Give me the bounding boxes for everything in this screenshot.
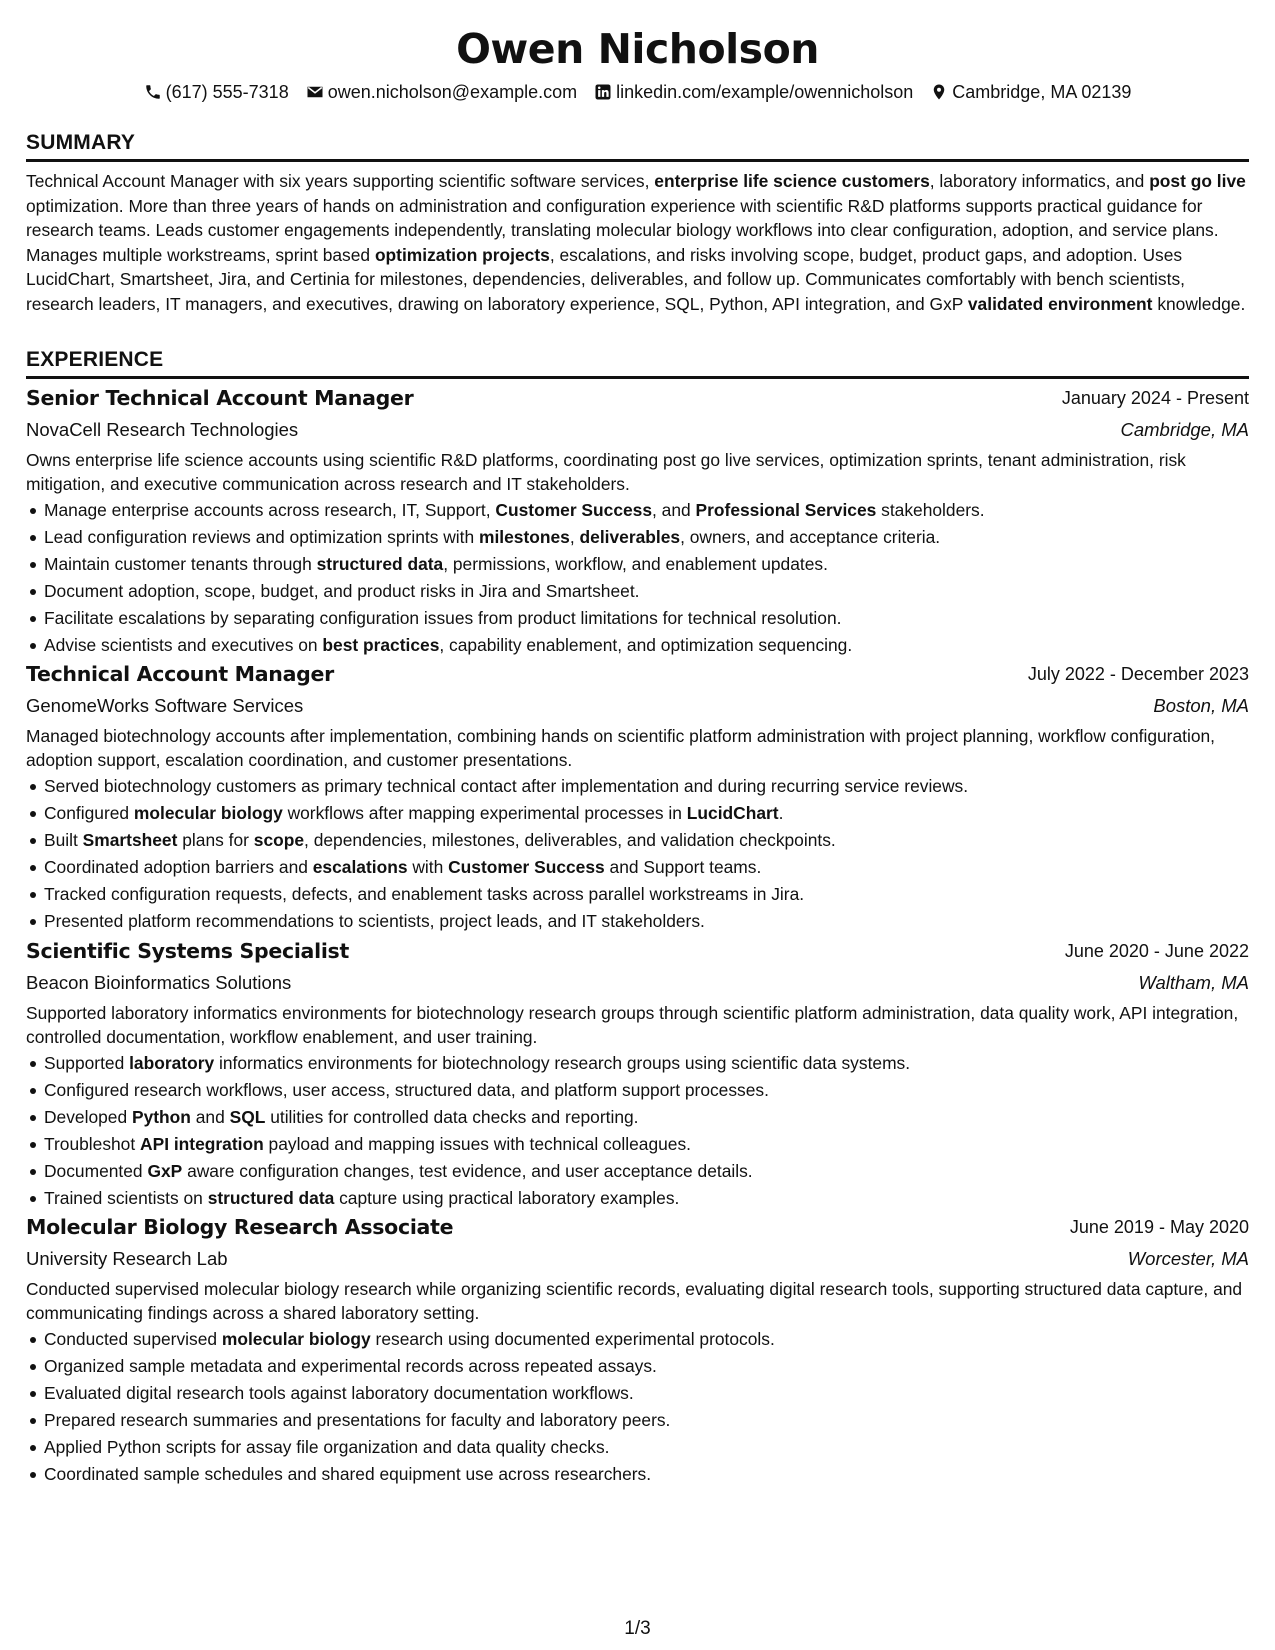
summary-heading: SUMMARY <box>26 130 1249 162</box>
text-run: with <box>407 857 449 877</box>
bullet-item <box>26 1185 1249 1212</box>
text-run: Applied Python scripts for assay file organization and data quality checks. <box>44 1437 610 1457</box>
job-entry <box>26 659 1249 935</box>
text-run: Configured <box>44 803 134 823</box>
text-run: Coordinated adoption barriers and <box>44 857 313 877</box>
bold-keyword: Professional Services <box>695 500 877 520</box>
job-bullets <box>26 773 1249 935</box>
bullet-item <box>26 578 1249 605</box>
text-run: Built <box>44 830 83 850</box>
bold-keyword: post go live <box>1149 171 1246 191</box>
bullet-item <box>26 881 1249 908</box>
bullet-item <box>26 551 1249 578</box>
bullet-item <box>26 908 1249 935</box>
text-run: Advise scientists and executives on <box>44 635 323 655</box>
text-run: optimization. More than three years of hands on administration and configuration experience with scientific R&D platforms supports practical guidance for research teams. Leads customer engagements independently, translating molecular biology workflows into clear configuration, adoption, and service plans. Manages multiple workstreams, sprint based <box>26 195 1219 265</box>
bullet-item <box>26 1353 1249 1380</box>
text-run: Document adoption, scope, budget, and product risks in Jira and Smartsheet. <box>44 581 640 601</box>
summary-text <box>26 169 1249 317</box>
bullet-item <box>26 1407 1249 1434</box>
text-run: Tracked configuration requests, defects, and enablement tasks across parallel workstreams in Jira. <box>44 884 805 904</box>
bullet-item <box>26 1158 1249 1185</box>
bullet-item <box>26 773 1249 800</box>
text-run: Developed <box>44 1107 132 1127</box>
job-description: Owns enterprise life science accounts using scientific R&D platforms, coordinating post go live services, optimization sprints, tenant administration, risk mitigation, and executive communication across research and IT stakeholders. <box>26 450 1186 494</box>
linkedin-text[interactable]: linkedin.com/example/owennicholson <box>616 81 914 102</box>
job-description: Managed biotechnology accounts after implementation, combining hands on scientific platform administration with project planning, workflow configuration, adoption support, escalation coordination, and customer presentations. <box>26 726 1216 770</box>
bullet-item <box>26 1326 1249 1353</box>
job-entry <box>26 936 1249 1212</box>
bullet-item <box>26 827 1249 854</box>
text-run: Served biotechnology customers as primary technical contact after implementation and during recurring service reviews. <box>44 776 969 796</box>
job-dates: January 2024 - Present <box>1061 388 1249 408</box>
text-run: , escalations, and risks involving scope, budget, product gaps, and adoption. Uses LucidChart, Smartsheet, Jira, and Certinia for milestones, dependencies, deliverables, and follow up. Communicates comfortably with bench scientists, research leaders, IT managers, and executives, drawing on laboratory experience, SQL, Python, API integration, and GxP <box>26 244 1185 314</box>
bold-keyword: Customer Success <box>495 500 653 520</box>
bullet-item <box>26 524 1249 551</box>
text-run: Maintain customer tenants through <box>44 554 317 574</box>
location-text: Cambridge, MA 02139 <box>952 81 1132 102</box>
job-dates: June 2019 - May 2020 <box>1069 1217 1249 1237</box>
job-title: Senior Technical Account Manager <box>26 386 414 410</box>
text-run: Conducted supervised <box>44 1329 222 1349</box>
text-run: . <box>778 803 784 823</box>
bullet-item <box>26 1131 1249 1158</box>
text-run: , laboratory informatics, and <box>929 171 1150 191</box>
bold-keyword: milestones <box>479 527 570 547</box>
text-run: Evaluated digital research tools against laboratory documentation workflows. <box>44 1383 634 1403</box>
bullet-item <box>26 1050 1249 1077</box>
candidate-name: Owen Nicholson <box>456 25 819 73</box>
text-run: and <box>190 1107 230 1127</box>
text-run: and Support teams. <box>604 857 762 877</box>
bullet-item <box>26 1104 1249 1131</box>
bullet-item <box>26 1434 1249 1461</box>
bold-keyword: LucidChart <box>686 803 779 823</box>
job-bullets <box>26 497 1249 659</box>
text-run: , dependencies, milestones, deliverables, and validation checkpoints. <box>304 830 836 850</box>
bold-keyword: Smartsheet <box>82 830 178 850</box>
bold-keyword: validated environment <box>967 293 1153 314</box>
job-location: Cambridge, MA <box>1120 419 1249 440</box>
job-title: Technical Account Manager <box>26 662 334 686</box>
job-company: University Research Lab <box>26 1248 228 1269</box>
bold-keyword: scope <box>253 830 305 850</box>
text-run: Prepared research summaries and presentations for faculty and laboratory peers. <box>44 1410 671 1430</box>
bold-keyword: molecular biology <box>133 803 283 823</box>
experience-section <box>26 347 1249 379</box>
map-pin-icon <box>930 83 948 101</box>
bold-keyword: laboratory <box>129 1053 215 1073</box>
text-run: Documented <box>44 1161 148 1181</box>
bold-keyword: GxP <box>147 1161 183 1181</box>
phone-text: (617) 555-7318 <box>165 81 289 102</box>
text-run: aware configuration changes, test evidence, and user acceptance details. <box>182 1161 753 1181</box>
bold-keyword: molecular biology <box>221 1329 371 1349</box>
bold-keyword: structured data <box>207 1188 335 1208</box>
text-run: , owners, and acceptance criteria. <box>680 527 941 547</box>
text-run: Manage enterprise accounts across research, IT, Support, <box>44 500 496 520</box>
text-run: Facilitate escalations by separating configuration issues from product limitations for technical resolution. <box>44 608 842 628</box>
text-run: knowledge. <box>1152 293 1246 314</box>
text-run: Lead configuration reviews and optimization sprints with <box>44 527 479 547</box>
bullet-item <box>26 1077 1249 1104</box>
bullet-item <box>26 632 1249 659</box>
text-run: utilities for controlled data checks and reporting. <box>265 1107 639 1127</box>
bullet-item <box>26 854 1249 881</box>
text-run: Configured research workflows, user access, structured data, and platform support processes. <box>44 1080 769 1100</box>
bold-keyword: escalations <box>312 857 408 877</box>
bold-keyword: Python <box>131 1107 191 1127</box>
text-run: informatics environments for biotechnology research groups using scientific data systems. <box>214 1053 911 1073</box>
phone-icon <box>144 83 162 101</box>
job-location: Boston, MA <box>1153 695 1249 716</box>
job-dates: June 2020 - June 2022 <box>1064 941 1249 961</box>
text-run: stakeholders. <box>876 500 985 520</box>
experience-heading: EXPERIENCE <box>26 347 1249 379</box>
text-run: , <box>569 527 580 547</box>
contact-bar <box>26 78 1249 106</box>
summary-section <box>26 130 1249 317</box>
bullet-item <box>26 1380 1249 1407</box>
text-run: capture using practical laboratory examples. <box>334 1188 680 1208</box>
bold-keyword: API integration <box>140 1134 264 1154</box>
linkedin-icon <box>594 83 612 101</box>
job-company: Beacon Bioinformatics Solutions <box>26 972 292 993</box>
text-run: , and <box>652 500 696 520</box>
bold-keyword: best practices <box>322 635 440 655</box>
envelope-icon <box>306 83 324 101</box>
job-location: Waltham, MA <box>1138 972 1249 993</box>
contact-phone <box>144 82 289 103</box>
contact-linkedin[interactable] <box>594 82 913 103</box>
job-title: Scientific Systems Specialist <box>26 939 349 963</box>
text-run: Technical Account Manager with six years supporting scientific software services, <box>26 171 655 191</box>
job-title: Molecular Biology Research Associate <box>26 1215 454 1239</box>
text-run: , capability enablement, and optimization sequencing. <box>439 635 853 655</box>
bullet-item <box>26 605 1249 632</box>
job-entry <box>26 1212 1249 1488</box>
bullet-item <box>26 800 1249 827</box>
contact-location <box>930 82 1131 103</box>
job-description: Supported laboratory informatics environments for biotechnology research groups through scientific platform administration, data quality work, API integration, controlled documentation, workflow enablement, and user training. <box>26 1003 1239 1047</box>
bold-keyword: optimization projects <box>374 244 550 265</box>
job-company: GenomeWorks Software Services <box>26 695 304 716</box>
bold-keyword: structured data <box>316 554 444 574</box>
text-run: , permissions, workflow, and enablement updates. <box>443 554 828 574</box>
page-indicator: 1/3 <box>624 1618 651 1639</box>
job-bullets <box>26 1326 1249 1488</box>
text-run: Troubleshot <box>44 1134 141 1154</box>
bold-keyword: SQL <box>229 1107 266 1127</box>
bullet-item <box>26 1461 1249 1488</box>
job-location: Worcester, MA <box>1127 1248 1249 1269</box>
text-run: Coordinated sample schedules and shared equipment use across researchers. <box>44 1464 652 1484</box>
bullet-item <box>26 497 1249 524</box>
bold-keyword: deliverables <box>579 527 681 547</box>
job-dates: July 2022 - December 2023 <box>1027 664 1249 684</box>
text-run: Trained scientists on <box>44 1188 208 1208</box>
resume-page <box>26 0 1249 1650</box>
job-bullets <box>26 1050 1249 1212</box>
text-run: Organized sample metadata and experimental records across repeated assays. <box>44 1356 657 1376</box>
text-run: payload and mapping issues with technical colleagues. <box>263 1134 692 1154</box>
text-run: research using documented experimental protocols. <box>370 1329 775 1349</box>
text-run: workflows after mapping experimental processes in <box>282 803 687 823</box>
job-company: NovaCell Research Technologies <box>26 419 299 440</box>
text-run: Presented platform recommendations to scientists, project leads, and IT stakeholders. <box>44 911 705 931</box>
text-run: Supported <box>44 1053 130 1073</box>
bold-keyword: Customer Success <box>448 857 605 877</box>
contact-email[interactable] <box>306 82 577 103</box>
job-entry <box>26 383 1249 659</box>
bold-keyword: enterprise life science customers <box>654 171 930 191</box>
text-run: plans for <box>177 830 254 850</box>
job-description: Conducted supervised molecular biology research while organizing scientific records, evaluating digital research tools, supporting structured data capture, and communicating findings across a shared laboratory setting. <box>26 1279 1243 1323</box>
email-text[interactable]: owen.nicholson@example.com <box>327 81 578 102</box>
